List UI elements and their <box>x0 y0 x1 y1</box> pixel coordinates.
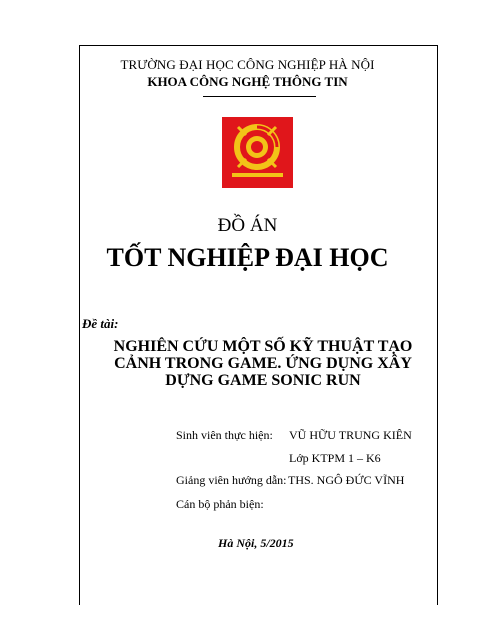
advisor-name: THS. NGÔ ĐỨC VĨNH <box>288 473 405 487</box>
faculty-name: KHOA CÔNG NGHỆ THÔNG TIN <box>147 74 348 89</box>
university-logo-icon <box>222 117 293 188</box>
place-date: Hà Nội, 5/2015 <box>218 536 294 550</box>
university-name: TRƯỜNG ĐẠI HỌC CÔNG NGHIỆP HÀ NỘI <box>120 57 375 72</box>
student-class: Lớp KTPM 1 – K6 <box>289 451 381 465</box>
topic-label: Đề tài: <box>82 316 119 331</box>
topic-line: CẢNH TRONG GAME. ỨNG DỤNG XÂY <box>114 355 412 372</box>
reviewer-label: Cán bộ phản biện: <box>176 497 264 511</box>
student-label: Sinh viên thực hiện: <box>176 428 273 442</box>
document-type: ĐỒ ÁN <box>217 215 278 236</box>
topic-title <box>108 338 418 389</box>
topic-line: DỰNG GAME SONIC RUN <box>165 372 361 389</box>
student-name: VŨ HỮU TRUNG KIÊN <box>289 428 412 442</box>
topic-line: NGHIÊN CỨU MỘT SỐ KỸ THUẬT TẠO <box>113 338 413 355</box>
header-divider <box>203 96 316 97</box>
thesis-title: TỐT NGHIỆP ĐẠI HỌC <box>106 243 389 272</box>
advisor-label: Giảng viên hướng dẫn: <box>176 473 287 487</box>
